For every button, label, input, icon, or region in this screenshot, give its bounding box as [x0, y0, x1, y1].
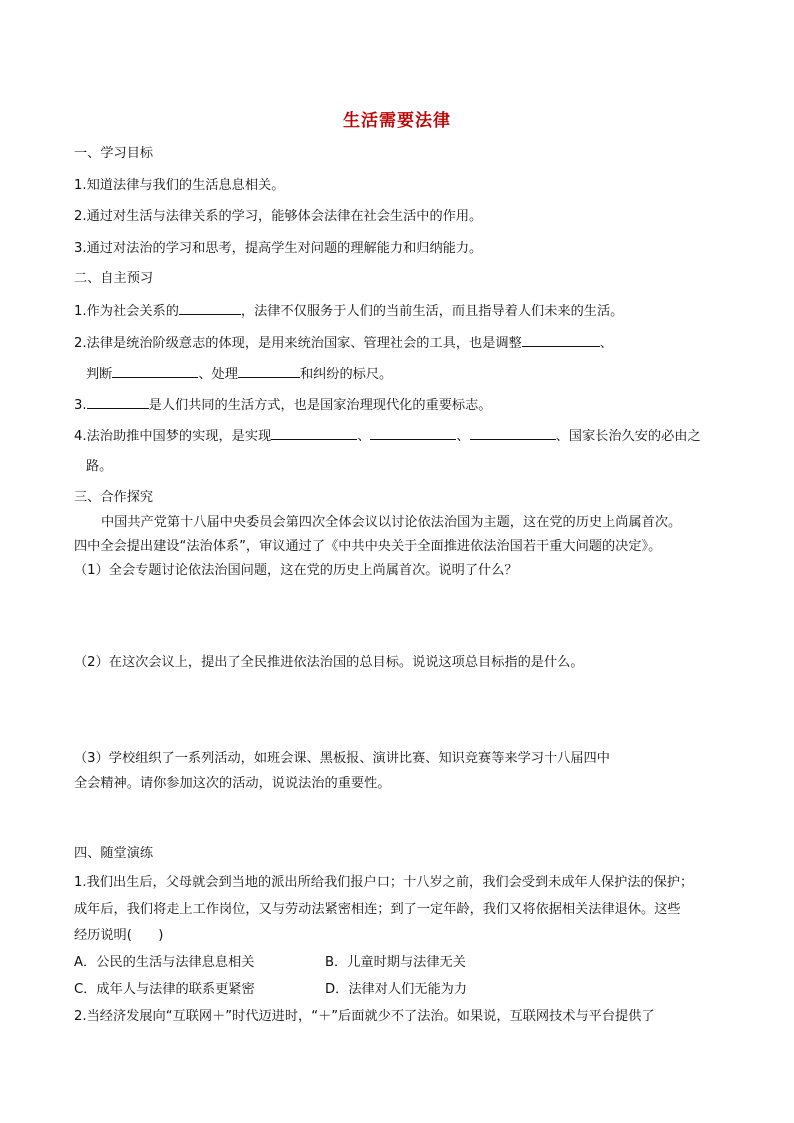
text-segment: ，法律不仅服务于人们的当前生活，而且指导着人们未来的生活。: [240, 304, 624, 319]
practice-question-2: 2.当经济发展向“互联网＋”时代迈进时，“＋”后面就少不了法治。如果说，互联网技术与平台提供了: [74, 1009, 655, 1024]
text-segment: 4.法治助推中国梦的实现，是实现: [74, 429, 272, 444]
preview-question-4: [74, 427, 701, 446]
section-heading-inquiry: 三、合作探究: [74, 490, 154, 505]
practice-question-1-stem: 经历说明( ): [74, 928, 164, 943]
choice-row: [74, 981, 467, 999]
text-segment: 、: [456, 429, 470, 444]
inquiry-question-2: （2）在这次会议上，提出了全民推进依法治国的总目标。说说这项总目标指的是什么。: [74, 655, 584, 670]
choice-option-d[interactable]: D．法律对人们无能为力: [325, 982, 468, 997]
answer-blank[interactable]: [238, 365, 300, 378]
choice-row: [74, 954, 466, 972]
text-segment: 、国家长治久安的必由之: [555, 429, 701, 444]
section-heading-preview: 二、自主预习: [74, 271, 154, 286]
text-segment: 、: [599, 336, 613, 351]
inquiry-question-1: （1）全会专题讨论依法治国问题，这在党的历史上尚属首次。说明了什么？: [74, 563, 518, 578]
section-heading-objectives: 一、学习目标: [74, 146, 154, 161]
text-segment: 3.: [74, 398, 87, 413]
preview-question-3: [74, 396, 491, 415]
answer-blank[interactable]: [87, 396, 149, 409]
text-segment: 、处理: [198, 367, 238, 382]
section-heading-practice: 四、随堂演练: [74, 846, 154, 861]
inquiry-passage-line: 中国共产党第十八届中央委员会第四次全体会议以讨论依法治国为主题，这在党的历史上尚属首次。: [101, 515, 682, 530]
text-segment: 判断: [86, 367, 113, 382]
document-title: 生活需要法律: [343, 111, 451, 131]
text-segment: 1.作为社会关系的: [74, 304, 179, 319]
text-segment: 和纠纷的标尺。: [299, 367, 393, 382]
inquiry-question-3-cont: 全会精神。请你参加这次的活动，说说法治的重要性。: [74, 776, 391, 791]
preview-question-2-cont: [86, 365, 392, 384]
inquiry-passage-line: 四中全会提出建设“法治体系”，审议通过了《中共中央关于全面推进依法治国若干重大问题的决定》。: [74, 539, 662, 554]
answer-blank[interactable]: [112, 365, 198, 378]
choice-option-c[interactable]: C．成年人与法律的联系更紧密: [74, 982, 255, 997]
text-segment: 、: [357, 429, 371, 444]
practice-question-1: 1.我们出生后，父母就会到当地的派出所给我们报户口；十八岁之前，我们会受到未成年人保护法的保护；: [74, 875, 694, 890]
text-segment: 是人们共同的生活方式，也是国家治理现代化的重要标志。: [148, 398, 492, 413]
choice-option-a[interactable]: A．公民的生活与法律息息相关: [74, 955, 255, 970]
choice-option-b[interactable]: B．儿童时期与法律无关: [325, 955, 466, 970]
answer-blank[interactable]: [271, 427, 357, 440]
answer-blank[interactable]: [179, 302, 241, 315]
objective-item: 3.通过对法治的学习和思考，提高学生对问题的理解能力和归纳能力。: [74, 241, 483, 256]
answer-blank[interactable]: [370, 427, 456, 440]
objective-item: 1.知道法律与我们的生活息息相关。: [74, 178, 285, 193]
objective-item: 2.通过对生活与法律关系的学习，能够体会法律在社会生活中的作用。: [74, 209, 483, 224]
text-segment: 2.法律是统治阶级意志的体现，是用来统治国家、管理社会的工具，也是调整: [74, 336, 522, 351]
inquiry-question-3: （3）学校组织了一系列活动，如班会课、黑板报、演讲比赛、知识竞赛等来学习十八届四中: [74, 751, 610, 766]
preview-question-2: [74, 334, 613, 353]
preview-question-1: [74, 302, 623, 321]
preview-question-4-cont: 路。: [86, 459, 113, 474]
answer-blank[interactable]: [470, 427, 556, 440]
answer-blank[interactable]: [522, 334, 600, 347]
practice-question-1-cont: 成年后，我们将走上工作岗位，又与劳动法紧密相连；到了一定年龄，我们又将依据相关法律退休。这些: [74, 902, 681, 917]
